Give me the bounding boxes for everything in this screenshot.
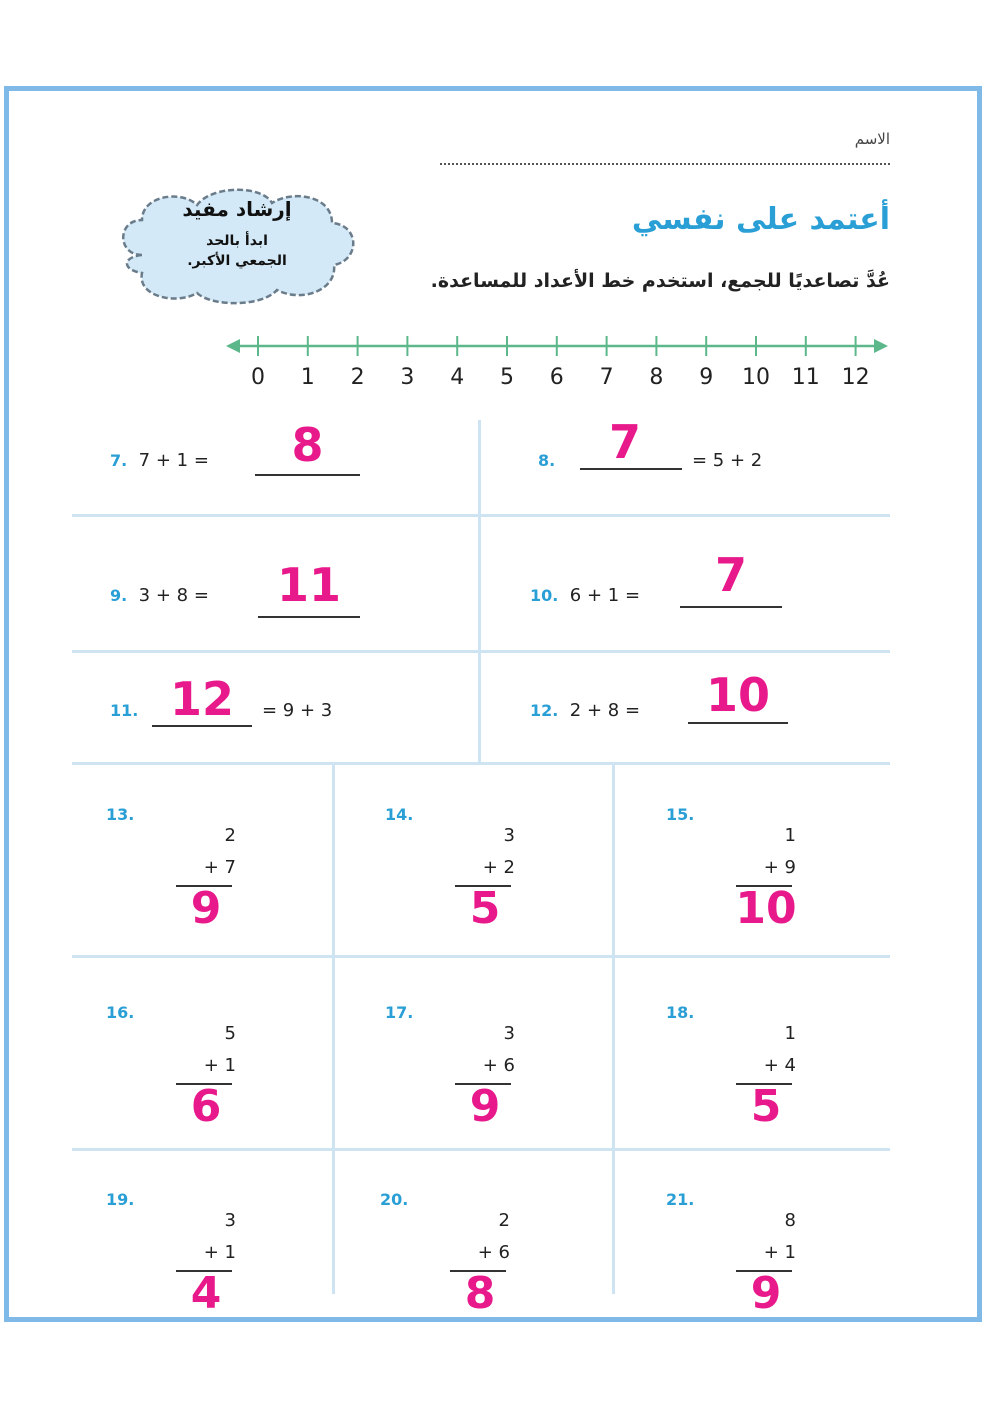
question-9: [110, 585, 209, 606]
addend-top: 3: [503, 825, 515, 846]
question-number: 17.: [385, 1003, 414, 1022]
vertical-question-14: [385, 805, 535, 985]
equation: 3 + 8 =: [138, 585, 209, 606]
number-line-label: 1: [300, 365, 315, 390]
hint-line-2: الجمعي الأكبر.: [187, 253, 287, 269]
answer-19: 4: [190, 1268, 222, 1319]
addend-top: 1: [784, 825, 796, 846]
addend-top: 1: [784, 1023, 796, 1044]
addend-bottom: + 6: [482, 1055, 515, 1076]
number-line-label: 6: [549, 365, 564, 390]
addend-top: 2: [498, 1210, 510, 1231]
addend-bottom: + 1: [763, 1242, 796, 1263]
column-divider: [612, 764, 615, 1294]
answer-9: 11: [276, 558, 341, 612]
number-line-label: 0: [251, 365, 265, 390]
addend-bottom: + 7: [203, 857, 236, 878]
instruction-text: عُدَّ تصاعديًا للجمع، استخدم خط الأعداد للمساعدة.: [430, 270, 890, 292]
question-number: 7.: [110, 451, 128, 470]
equation: 6 + 1 =: [569, 585, 641, 606]
answer-blank-9[interactable]: [258, 616, 360, 618]
question-number: 16.: [106, 1003, 135, 1022]
number-line-label: 10: [742, 365, 770, 390]
question-11-equation: = 9 + 3: [262, 700, 333, 721]
left-arrow-icon: [226, 339, 240, 353]
answer-11: 12: [169, 672, 234, 726]
answer-17: 9: [469, 1081, 501, 1132]
number-line-label: 5: [500, 365, 514, 390]
hint-title: إرشاد مفيد: [182, 197, 292, 221]
addend-bottom: + 9: [763, 857, 796, 878]
addend-bottom: + 1: [203, 1242, 236, 1263]
number-line-label: 2: [350, 365, 365, 390]
question-number: 15.: [666, 805, 695, 824]
addend-bottom: + 2: [482, 857, 515, 878]
addend-top: 3: [224, 1210, 236, 1231]
vertical-question-13: [106, 805, 256, 985]
number-line-label: 11: [791, 365, 820, 390]
number-line-label: 3: [400, 365, 415, 390]
question-number: 20.: [380, 1190, 409, 1209]
addend-top: 8: [784, 1210, 796, 1231]
question-8-number: [538, 450, 555, 471]
question-10: [530, 585, 640, 606]
number-line-label: 7: [599, 365, 614, 390]
answer-8: 7: [608, 415, 641, 469]
right-arrow-icon: [874, 339, 888, 353]
number-line-label: 8: [649, 365, 664, 390]
vertical-question-15: [666, 805, 816, 985]
question-number: 14.: [385, 805, 414, 824]
addend-bottom: + 1: [203, 1055, 236, 1076]
question-number: 21.: [666, 1190, 695, 1209]
addend-bottom: + 4: [763, 1055, 796, 1076]
name-field[interactable]: [440, 163, 890, 165]
number-line-label: 4: [450, 365, 465, 390]
answer-10: 7: [714, 548, 747, 602]
row-divider: [72, 762, 890, 765]
vertical-question-17: [385, 1003, 535, 1183]
answer-7: 8: [291, 418, 324, 472]
number-line-label: 12: [841, 365, 870, 390]
vertical-question-20: [380, 1190, 530, 1370]
answer-12: 10: [705, 668, 770, 722]
vertical-question-19: [106, 1190, 256, 1370]
row-divider: [72, 650, 890, 653]
hint-line-1: ابدأ بالحد: [206, 233, 268, 249]
vertical-question-21: [666, 1190, 816, 1370]
row-divider: [72, 514, 890, 517]
answer-blank-12[interactable]: [688, 722, 788, 724]
question-11-number: [110, 700, 138, 721]
question-number: 11.: [110, 701, 139, 720]
answer-16: 6: [190, 1081, 222, 1132]
addend-top: 3: [503, 1023, 515, 1044]
answer-13: 9: [190, 883, 222, 934]
page-title: أعتمد على نفسي: [631, 202, 890, 237]
hint-body: [152, 231, 322, 271]
hint-cloud: [112, 185, 362, 310]
question-12: [530, 700, 640, 721]
answer-blank-10[interactable]: [680, 606, 782, 608]
addend-top: 5: [224, 1023, 236, 1044]
addend-top: 2: [224, 825, 236, 846]
question-number: 12.: [530, 701, 559, 720]
answer-15: 10: [735, 883, 797, 934]
question-number: 13.: [106, 805, 135, 824]
question-8-equation: = 5 + 2: [692, 450, 763, 471]
column-divider: [478, 420, 481, 762]
answer-blank-7[interactable]: [255, 474, 360, 476]
question-7: [110, 450, 209, 471]
question-number: 18.: [666, 1003, 695, 1022]
equation: 7 + 1 =: [138, 450, 209, 471]
answer-14: 5: [469, 883, 501, 934]
question-number: 8.: [538, 451, 556, 470]
number-line-label: 9: [699, 365, 714, 390]
vertical-question-18: [666, 1003, 816, 1183]
addend-bottom: + 6: [477, 1242, 510, 1263]
answer-20: 8: [464, 1268, 496, 1319]
answer-21: 9: [750, 1268, 782, 1319]
number-line: [220, 328, 900, 393]
question-number: 10.: [530, 586, 559, 605]
name-label: الاسم: [854, 130, 890, 148]
equation: 2 + 8 =: [569, 700, 641, 721]
vertical-question-16: [106, 1003, 256, 1183]
question-number: 9.: [110, 586, 128, 605]
answer-18: 5: [750, 1081, 782, 1132]
question-number: 19.: [106, 1190, 135, 1209]
column-divider: [332, 764, 335, 1294]
